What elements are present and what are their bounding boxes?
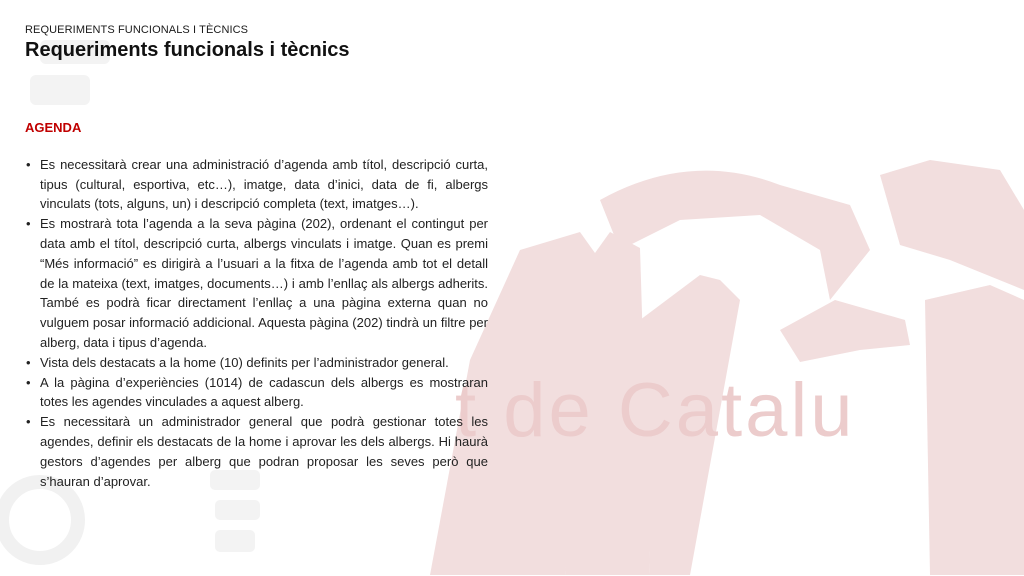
slide-header	[25, 24, 350, 62]
section-heading: AGENDA	[25, 120, 82, 135]
list-item-text: Vista dels destacats a la home (10) definits per l’administrador general.	[40, 354, 449, 370]
bullet-icon: •	[26, 156, 31, 172]
list-item	[25, 214, 488, 353]
agenda-section	[25, 118, 488, 491]
bullet-icon: •	[26, 374, 31, 390]
list-item	[25, 412, 488, 491]
list-item-text: Es necessitarà un administrador general que podrà gestionar totes les agendes, definir els destacats de la home i aprovar les dels albergs. Hi haurà gestors d’agendes per alberg que podran proposar les seves però que s’hauran d’aprovar.	[40, 414, 488, 489]
list-item	[25, 353, 488, 373]
list-item	[25, 373, 488, 413]
list-item-text: Es necessitarà crear una administració d’agenda amb títol, descripció curta, tipus (cultural, esportiva, etc…), imatge, data d’inici, data de fi, albergs vinculats (tots, alguns, un) i descripció completa (text, imatges…).	[40, 156, 488, 212]
bullet-icon: •	[26, 414, 31, 430]
bullet-icon: •	[26, 216, 31, 232]
page-title: Requeriments funcionals i tècnics	[25, 39, 350, 61]
list-item	[25, 155, 488, 214]
list-item-text: A la pàgina d’experiències (1014) de cadascun dels albergs es mostraran totes les agendes vinculades a aquest alberg.	[40, 374, 488, 410]
list-item-text: Es mostrarà tota l’agenda a la seva pàgina (202), ordenant el contingut per data amb el títol, descripció curta, albergs vinculats i imatge. Quan es premi “Més informació” es dirigirà a l’usuari a la fitxa de l’agenda amb tot el detall de la mateixa (text, imatges, documents…) i amb l’enllaç als albergs adherits. També es podrà ficar directament l’enllaç a una pàgina externa quan no vulguem posar informació addicional. Aquesta pàgina (202) tindrà un filtre per alberg, data i tipus d’agenda.	[40, 216, 488, 350]
watermark-text: t de Catalu	[455, 368, 856, 453]
bullet-icon: •	[26, 354, 31, 370]
section-kicker: REQUERIMENTS FUNCIONALS I TÈCNICS	[25, 24, 249, 36]
requirements-list	[25, 155, 488, 492]
